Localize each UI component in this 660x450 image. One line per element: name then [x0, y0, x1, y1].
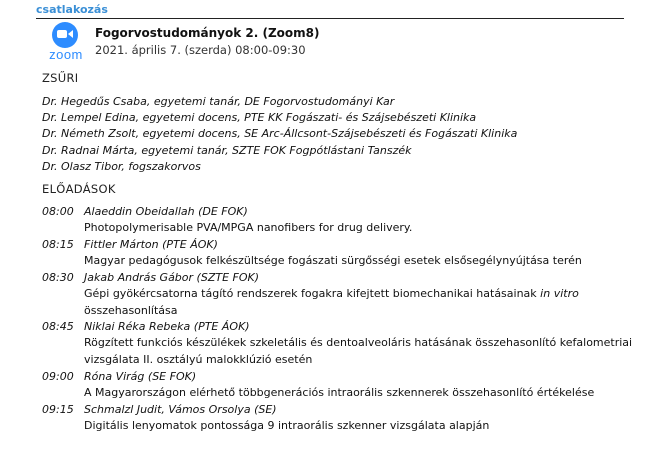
- talk-time: 08:45: [42, 320, 74, 333]
- talk-title: Photopolymerisable PVA/MPGA nanofibers for drug delivery.: [84, 221, 413, 235]
- talk-item: [42, 369, 594, 402]
- talk-time: 09:00: [42, 370, 74, 383]
- talk-item: [42, 270, 579, 319]
- talk-title: Digitális lenyomatok pontossága 9 intraorális szkenner vizsgálata alapján: [84, 419, 490, 433]
- talk-title: A Magyarországon elérhető többgenerációs intraorális szkennerek összehasonlító értékelése: [84, 386, 595, 400]
- zoom-logo: [44, 22, 88, 62]
- talk-time: 08:15: [42, 238, 74, 251]
- talk-title-continued: vizsgálata II. osztályú malokklúzió esetén: [84, 352, 313, 366]
- talk-speaker: Fittler Márton (PTE ÁOK): [84, 238, 218, 251]
- jury-member: Dr. Radnai Márta, egyetemi tanár, SZTE FOK Fogpótlástani Tanszék: [42, 143, 412, 157]
- talk-title-continued: összehasonlítása: [84, 303, 178, 317]
- jury-member: Dr. Németh Zsolt, egyetemi docens, SE Arc-Állcsont-Szájsebészeti és Fogászati Klinika: [42, 127, 518, 141]
- talk-item: [42, 237, 582, 270]
- session-title: Fogorvostudományok 2. (Zoom8): [95, 26, 320, 40]
- talk-speaker: Alaeddin Obeidallah (DE FOK): [84, 205, 248, 218]
- jury-member: Dr. Olasz Tibor, fogszakorvos: [42, 159, 201, 173]
- join-link[interactable]: csatlakozás: [36, 3, 108, 16]
- talk-speaker: Niklai Réka Rebeka (PTE ÁOK): [84, 320, 250, 333]
- talk-speaker: Jakab András Gábor (SZTE FOK): [84, 271, 260, 284]
- session-date: 2021. április 7. (szerda) 08:00-09:30: [95, 43, 306, 57]
- zoom-camera-icon: [52, 22, 78, 48]
- jury-member: Dr. Hegedűs Csaba, egyetemi tanár, DE Fogorvostudományi Kar: [42, 95, 395, 108]
- zoom-logo-text: zoom: [49, 47, 83, 62]
- header-divider: [36, 18, 624, 19]
- talk-title: Rögzített funkciós készülékek szkeletális és dentoalveoláris hatásának összehasonlító kefalometriai: [84, 336, 633, 350]
- talks-heading: ELŐADÁSOK: [42, 182, 116, 196]
- talk-time: 08:30: [42, 271, 74, 284]
- talk-time: 09:15: [42, 403, 74, 416]
- talk-time: 08:00: [42, 205, 74, 218]
- talk-title: Magyar pedagógusok felkészültsége fogászati sürgősségi esetek elsősegélynyújtása terén: [84, 254, 582, 268]
- jury-heading: ZSŰRI: [42, 71, 79, 85]
- jury-member: Dr. Lempel Edina, egyetemi docens, PTE KK Fogászati- és Szájsebészeti Klinika: [42, 111, 477, 125]
- talk-speaker: Schmalzl Judit, Vámos Orsolya (SE): [84, 403, 277, 416]
- talk-item: [42, 204, 412, 237]
- talk-item: [42, 402, 489, 435]
- talk-title: Gépi gyökércsatorna tágító rendszerek fogakra kifejtett biomechanikai hatásainak in vitro: [84, 287, 579, 301]
- talk-speaker: Róna Virág (SE FOK): [84, 370, 197, 383]
- jury-list: [42, 94, 517, 175]
- talk-item: [42, 319, 632, 368]
